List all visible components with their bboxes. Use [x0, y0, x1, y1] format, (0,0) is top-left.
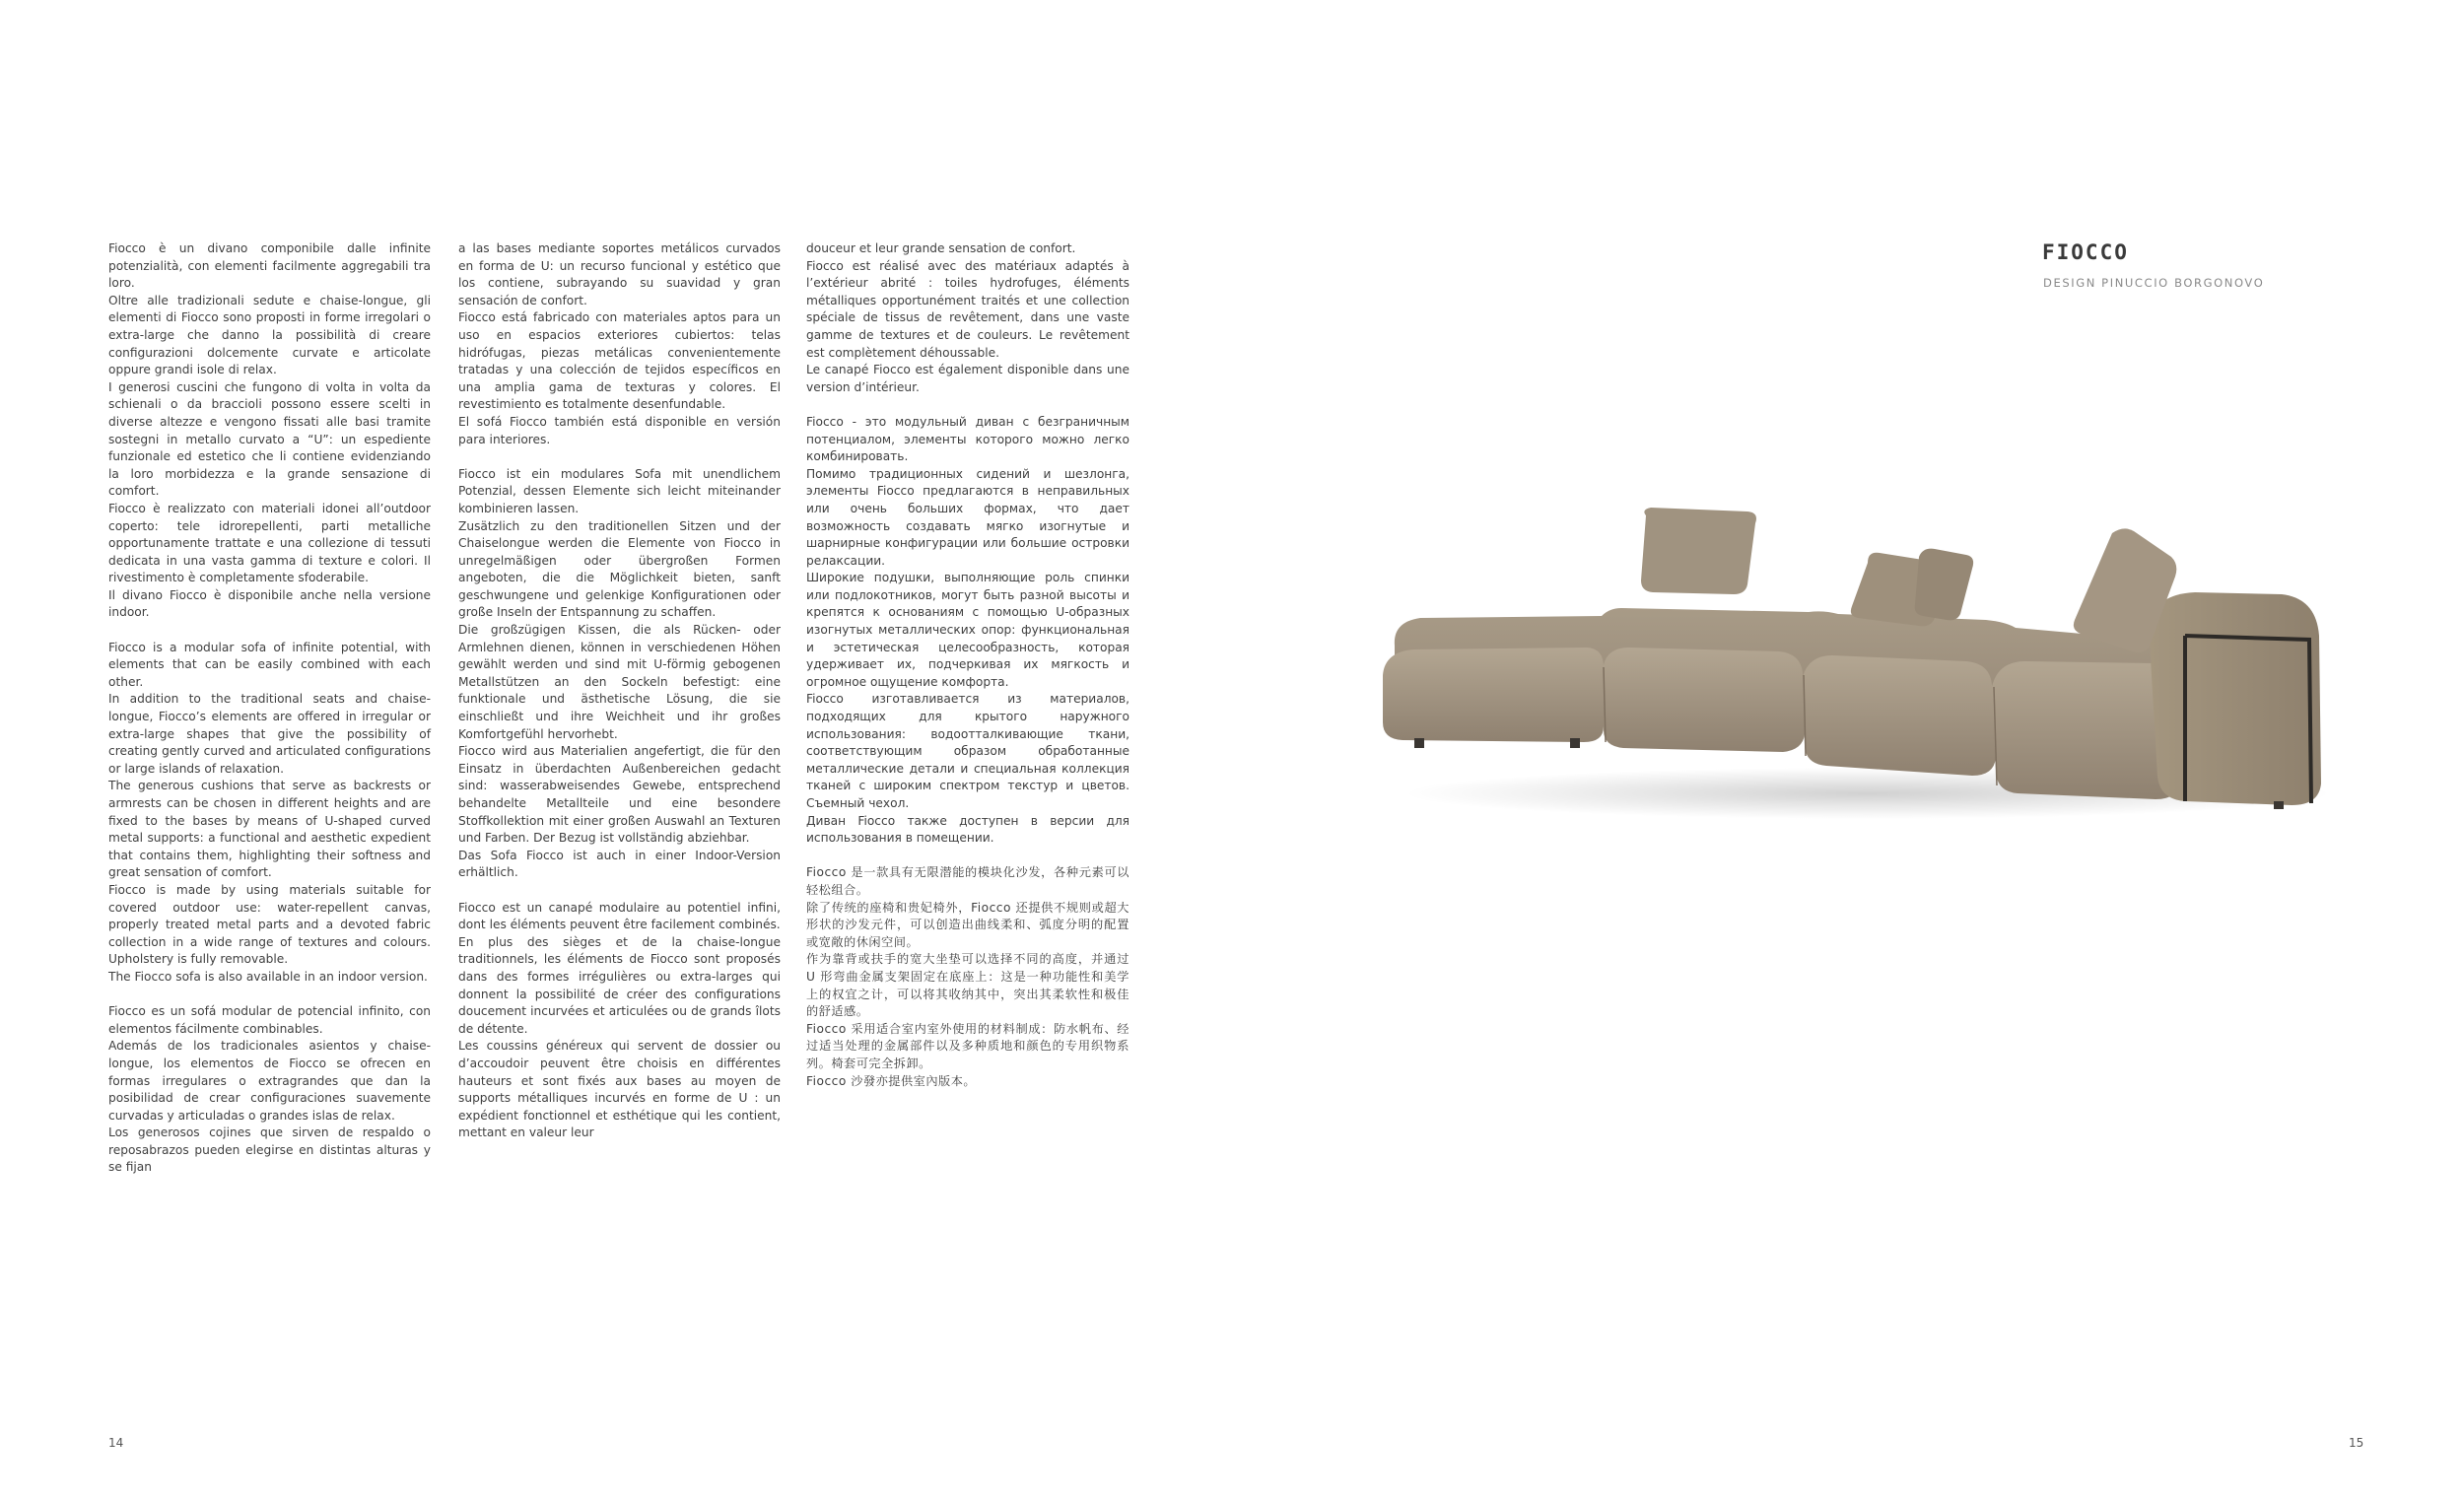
text-spanish-start: Fiocco es un sofá modular de potencial infinito, con elementos fácilmente combinables. Además de los tradicionales asientos y chaise-longue, los elementos de Fiocco se ofrecen en formas irregulares o extragrandes que dan la posibilidad de crear configuraciones suavemente curvadas y articuladas o grandes islas de relax. Los generosos cojines que sirven de respaldo o reposabrazos pueden elegirse en distintas alturas y se fijan: [108, 1004, 431, 1175]
text-french-start: Fiocco est un canapé modulaire au potentiel infini, dont les éléments peuvent être facilement combinés. En plus des sièges et de la chaise-longue traditionnels, les éléments de Fiocco sont proposés dans des formes irrégulières ou extra-larges qui donnent la possibilité de créer des configurations doucement incurvées et articulées ou de grands îlots de détente. Les coussins généreux qui servent de dossier ou d’accoudoir peuvent être choisis en différentes hauteurs et sont fixés aux bases au moyen de supports métalliques incurvés en forme de U : un expédient fonctionnel et esthétique qui les contient, mettant en valeur leur: [458, 900, 781, 1140]
product-title: FIOCCO: [2042, 240, 2129, 264]
text-column-2: [458, 240, 781, 1142]
sofa-seat-1: [1383, 648, 1604, 742]
sofa-foot: [1414, 738, 1424, 748]
text-french-end: douceur et leur grande sensation de confort. Fiocco est réalisé avec des matériaux adaptés à l’extérieur abrité : toiles hydrofuges, éléments métalliques opportunément traités et une collection spéciale de tissus de revêtement, dans une vaste gamme de textures et de couleurs. Le revêtement est complètement déhoussable. Le canapé Fiocco est également disponible dans une version d’intérieur.: [806, 241, 1129, 394]
sofa-photo: [1375, 498, 2336, 823]
text-chinese: Fiocco 是一款具有无限潜能的模块化沙发，各种元素可以轻松组合。 除了传统的座椅和贵妃椅外，Fiocco 还提供不规则或超大形状的沙发元件，可以创造出曲线柔和、弧度分明的配置或宽敞的休闲空间。 作为靠背或扶手的宽大坐垫可以选择不同的高度，并通过 U 形弯曲金属支架固定在底座上：这是一种功能性和美学上的权宜之计，可以将其收纳其中，突出其柔软性和极佳的舒适感。 Fiocco 采用适合室内室外使用的材料制成：防水帆布、经过适当处理的金属部件以及多种质地和颜色的专用织物系列。椅套可完全拆卸。 Fiocco 沙發亦提供室內版本。: [806, 865, 1129, 1088]
designer-credit: DESIGN PINUCCIO BORGONOVO: [2043, 276, 2265, 290]
text-italian: Fiocco è un divano componibile dalle infinite potenzialità, con elementi facilmente aggregabili tra loro. Oltre alle tradizionali sedute e chaise-longue, gli elementi di Fiocco sono proposti in forme irregolari o extra-large che danno la possibilità di creare configurazioni dolcemente curvate e articolate oppure grandi isole di relax. I generosi cuscini che fungono di volta in volta da schienali o da braccioli possono essere scelti in diverse altezze e vengono fissati alle basi tramite sostegni in metallo curvato a “U”: un espediente funzionale ed estetico che li contiene evidenziando la loro morbidezza e la grande sensazione di comfort. Fiocco è realizzato con materiali idonei all’outdoor coperto: tele idrorepellenti, parti metalliche opportunamente trattate e una collezione di tessuti dedicata in una vasta gamma di texture e colori. Il rivestimento è completamente sfoderabile. Il divano Fiocco è disponibile anche nella versione indoor.: [108, 241, 431, 620]
paragraph-gap: [806, 848, 1129, 865]
text-column-1: [108, 240, 431, 1177]
sofa-foot: [1570, 738, 1580, 748]
cushion-1: [1641, 508, 1756, 594]
paragraph-gap: [108, 987, 431, 1004]
sofa-foot: [2274, 801, 2284, 809]
paragraph-gap: [458, 882, 781, 900]
text-german: Fiocco ist ein modulares Sofa mit unendlichem Potenzial, dessen Elemente sich leicht miteinander kombinieren lassen. Zusätzlich zu den traditionellen Sitzen und der Chaiselongue werden die Elemente von Fiocco in unregelmäßigen oder übergroßen Formen angeboten, die die Möglichkeit bieten, sanft geschwungene und gelenkige Konfigurationen oder große Inseln der Entspannung zu schaffen. Die großzügigen Kissen, die als Rücken- oder Armlehnen dienen, können in verschiedenen Höhen gewählt werden und sind mit U-förmig gebogenen Metallstützen an den Sockeln befestigt: eine funktionale und ästhetische Lösung, die sie einschließt und ihre Weichheit und ihr großes Komfortgefühl hervorhebt. Fiocco wird aus Materialien angefertigt, die für den Einsatz in überdachten Außenbereichen gedacht sind: wasserabweisendes Gewebe, entsprechend behandelte Metallteile und eine besondere Stoffkollektion mit einer großen Auswahl an Texturen und Farben. Der Bezug ist vollständig abziehbar. Das Sofa Fiocco ist auch in einer Indoor-Version erhältlich.: [458, 466, 781, 880]
text-english: Fiocco is a modular sofa of infinite potential, with elements that can be easily combined with each other. In addition to the traditional seats and chaise-longue, Fiocco’s elements are offered in irregular or extra-large shapes that give the possibility of creating gently curved and articulated configurations or large islands of relaxation. The generous cushions that serve as backrests or armrests can be chosen in different heights and are fixed to the bases by means of U-shaped curved metal supports: a functional and aesthetic expedient that contains them, highlighting their softness and great sensation of comfort. Fiocco is made by using materials suitable for covered outdoor use: water-repellent canvas, properly treated metal parts and a devoted fabric collection in a wide range of textures and colours. Upholstery is fully removable. The Fiocco sofa is also available in an indoor version.: [108, 640, 431, 984]
page-number-left: 14: [108, 1436, 124, 1450]
sofa-illustration: [1375, 498, 2336, 823]
paragraph-gap: [806, 396, 1129, 414]
cushion-3: [1915, 549, 1973, 621]
text-russian: Fiocco - это модульный диван с безграничным потенциалом, элементы которого можно легко комбинировать. Помимо традиционных сидений и шезлонга, элементы Fiocco предлагаются в неправильных или очень больших формах, что дает возможность создавать мягко изогнутые и шарнирные конфигурации или большие островки релаксации. Широкие подушки, выполняющие роль спинки или подлокотников, могут быть разной высоты и крепятся к основаниям с помощью U-образных изогнутых металлических опор: функциональная и эстетическая целесообразность, которая удерживает их, подчеркивая их мягкость и огромное ощущение комфорта. Fiocco изготавливается из материалов, подходящих для крытого наружного использования: водоотталкивающие ткани, соответствующим образом обработанные металлические детали и специальная коллекция тканей с широким спектром текстур и цветов. Съемный чехол. Диван Fiocco также доступен в версии для использования в помещении.: [806, 414, 1129, 846]
text-column-3: [806, 240, 1129, 1090]
page-number-right: 15: [2349, 1436, 2364, 1450]
paragraph-gap: [458, 448, 781, 466]
text-spanish-end: a las bases mediante soportes metálicos curvados en forma de U: un recurso funcional y estético que los contiene, subrayando su suavidad y gran sensación de confort. Fiocco está fabricado con materiales aptos para un uso en espacios exteriores cubiertos: telas hidrófugas, piezas metálicas convenientemente tratadas y una colección de tejidos específicos en una amplia gama de texturas y colores. El revestimiento es totalmente desenfundable. El sofá Fiocco también está disponible en versión para interiores.: [458, 241, 781, 446]
sofa-armrest: [2149, 592, 2321, 805]
paragraph-gap: [108, 622, 431, 640]
sofa-seat-3: [1803, 655, 1996, 776]
sofa-seat-2: [1604, 648, 1805, 752]
